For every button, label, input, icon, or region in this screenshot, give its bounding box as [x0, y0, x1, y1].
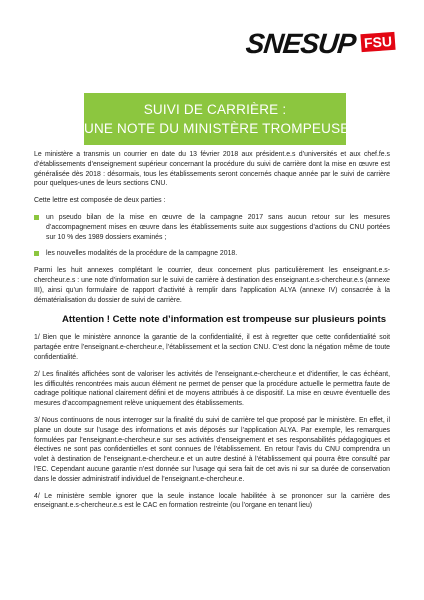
document-body	[34, 150, 390, 511]
intro-paragraph: Le ministère a transmis un courrier en date du 13 février 2018 aux président.e.s d’universités et aux chef.fe.s d’établissements d’enseignement supérieur concernant la procédure du suivi de carrière dont la mise en œuvre est généralisée dès 2018 : désormais, tous les établissements seront concernés chaque année par le suivi de carrière pour quelques-unes de leurs sections CNU.	[34, 151, 390, 188]
title-line-2: UNE NOTE DU MINISTÈRE TROMPEUSE !	[84, 121, 358, 136]
bullet-text: un pseudo bilan de la mise en œuvre de la campagne 2017 sans aucun retour sur les mesures d’accompagnement mises en œuvre dans les établissements suite aux suggestions d’actions du CNU portées sur 10 % des 1989 dossiers examinés ;	[46, 213, 390, 241]
title-line-1: SUIVI DE CARRIÈRE :	[143, 102, 287, 117]
bullet-square-icon	[34, 251, 39, 256]
bullet-text: les nouvelles modalités de la procédure de la campagne 2018.	[46, 250, 238, 258]
letter-parts-intro: Cette lettre est composée de deux parties :	[34, 197, 166, 205]
point-paragraph: 1/ Bien que le ministère annonce la garantie de la confidentialité, il est à regretter que cette confidentialité soit partagée entre l’enseignant.e-chercheur.e, l’établissement et la section CNU. C’est donc la négation même de toute confidentialité.	[34, 334, 390, 361]
list-item	[34, 213, 390, 242]
logo-fsu-badge: FSU	[360, 32, 395, 52]
annexes-paragraph: Parmi les huit annexes complétant le courrier, deux concernent plus particulièrement les enseignant.e.s-chercheur.e.s : une note d’information sur le suivi de carrière à destination des enseignant.e.s-chercheur.e.s (annexe III), ainsi qu’un formulaire de rapport d’activité à remplir dans l’application ALYA (annexe IV) consacrée à la dématérialisation du dossier de suivi de carrière.	[34, 267, 390, 304]
title-banner	[84, 93, 358, 145]
point-paragraph: 3/ Nous continuons de nous interroger sur la finalité du suivi de carrière tel que proposé par le ministère. En effet, il plane un doute sur l’usage des informations et avis déposés sur l’application ALYA. Par exemple, les remarques formulées par l’enseignant.e-chercheur.e sur ses activités d’enseignement et ses responsabilités pédagogiques et électives ne sont pas confidentielles et sont connues de l’établissement. En retour l’avis du CNU comprendra un volet à destination de l’enseignant.e-chercheur.e et un autre destiné à l’établissement qui pourra être consulté par l’EC. Cependant aucune garantie n’est donnée sur l’usage qui sera fait de cet avis ni sur sa durée de conservation dans le dossier administratif individuel de l’enseignant.e-chercheur.e.	[34, 416, 390, 483]
section-heading: Attention ! Cette note d’information est trompeuse sur plusieurs points	[62, 314, 387, 326]
snesup-fsu-logo	[246, 26, 396, 72]
list-item	[34, 249, 390, 259]
point-paragraph: 2/ Les finalités affichées sont de valoriser les activités de l’enseignant.e-chercheur.e et d’identifier, le cas échéant, les difficultés rencontrées mais aucun élément ne permet de penser que la procédure actuelle le permettra faute de cadrage politique national clairement défini et de moyens attribués à ce dispositif. La mise en œuvre éventuelle des mesures d’accompagnement relève uniquement des établissements.	[34, 370, 390, 408]
bullet-square-icon	[34, 215, 39, 220]
logo-wordmark: SNESUP	[244, 28, 357, 59]
point-paragraph: 4/ Le ministère semble ignorer que la seule instance locale habilitée à se prononcer sur la carrière des enseignant.e.s-chercheur.e.s est le CAC en formation restreinte (ou l’organe en tenant lieu)	[34, 492, 390, 510]
